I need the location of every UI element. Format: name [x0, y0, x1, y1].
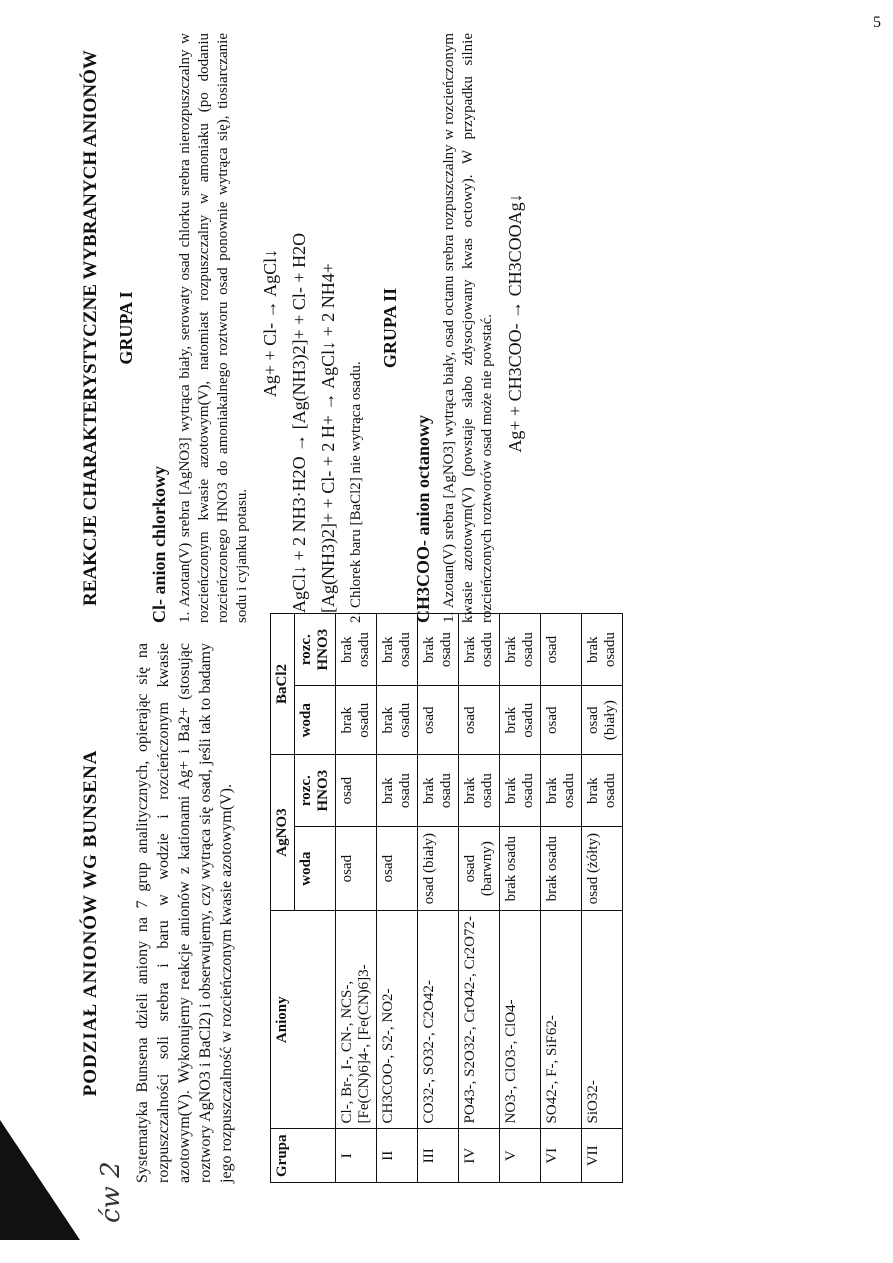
anion-cell: CO32-, SO32-, C2O42- [418, 911, 459, 1129]
col-grupa: Grupa [271, 1129, 336, 1183]
anion-cell: CH3COO-, S2-, NO2- [377, 911, 418, 1129]
equation-2: AgCl↓ + 2 NH3·H2O → [Ag(NH3)2]+ + Cl- + H2O [289, 232, 309, 613]
bacl2-acid-cell: brak osadu [459, 614, 500, 686]
agno3-acid-cell: brak osadu [582, 755, 623, 827]
bacl2-acid-cell: brak osadu [336, 614, 377, 686]
bacl2-water-cell: osad [459, 686, 500, 755]
table-row [541, 614, 582, 1183]
col-bacl2: BaCl2 [271, 614, 295, 755]
bacl2-acid-cell: osad [541, 614, 582, 686]
group-cell: V [500, 1129, 541, 1183]
page-number: 5 [873, 14, 881, 31]
bacl2-acid-cell: brak osadu [377, 614, 418, 686]
chloride-p1: 1. Azotan(V) srebra [AgNO3] wytrąca biały, serowaty osad chlorku srebra nierozpuszczalny w rozcieńczonym kwasie azotowym(V), natomiast rozpuszczalny w amoniaku (po dodaniu rozcieńczonego HNO3 do amoniakalnego roztworu osad ponownie wytrąca się), tiosiarczanie sodu i cyjanku potasu. [177, 33, 250, 623]
bacl2-water-cell: brak osadu [377, 686, 418, 755]
bunsen-table [270, 613, 623, 1183]
acetate-heading: CH3COO- anion octanowy [413, 414, 433, 623]
col-woda: woda [295, 827, 336, 911]
agno3-acid-cell: brak osadu [541, 755, 582, 827]
anion-cell: NO3-, ClO3-, ClO4- [500, 911, 541, 1129]
chloride-heading: Cl- anion chlorkowy [149, 465, 169, 623]
right-page [80, 33, 880, 623]
table-row [336, 614, 377, 1183]
table-row [459, 614, 500, 1183]
table-row [418, 614, 459, 1183]
left-title: PODZIAŁ ANIONÓW WG BUNSENA [80, 749, 101, 1097]
anion-cell: PO43-, S2O32-, CrO42-, Cr2O72- [459, 911, 500, 1129]
agno3-acid-cell: osad [336, 755, 377, 827]
group-1-heading: GRUPA I [116, 291, 136, 365]
agno3-water-cell: osad (biały) [418, 827, 459, 911]
anion-cell: SiO32- [582, 911, 623, 1129]
agno3-acid-cell: brak osadu [500, 755, 541, 827]
equation-4: Ag+ + CH3COO- → CH3COOAg↓ [505, 193, 525, 453]
group-cell: IV [459, 1129, 500, 1183]
group-cell: III [418, 1129, 459, 1183]
agno3-water-cell: osad (barwny) [459, 827, 500, 911]
table-row [582, 614, 623, 1183]
agno3-water-cell: brak osadu [541, 827, 582, 911]
group-cell: VI [541, 1129, 582, 1183]
col-aniony: Aniony [271, 911, 336, 1129]
chloride-p2: 2. Chlorek baru [BaCl2] nie wytrąca osadu. [348, 361, 364, 623]
equation-1: Ag+ + Cl- → AgCl↓ [260, 248, 280, 398]
agno3-water-cell: brak osadu [500, 827, 541, 911]
bacl2-water-cell: osad [541, 686, 582, 755]
equation-3: [Ag(NH3)2]+ + Cl- + 2 H+ → AgCl↓ + 2 NH4+ [318, 263, 338, 613]
bacl2-water-cell: osad [418, 686, 459, 755]
bacl2-acid-cell: brak osadu [582, 614, 623, 686]
agno3-acid-cell: brak osadu [418, 755, 459, 827]
agno3-water-cell: osad [377, 827, 418, 911]
col-rozc: rozc. HNO3 [295, 614, 336, 686]
bacl2-acid-cell: brak osadu [418, 614, 459, 686]
group-cell: II [377, 1129, 418, 1183]
group-2-heading: GRUPA II [380, 287, 400, 369]
table-row [377, 614, 418, 1183]
agno3-acid-cell: brak osadu [377, 755, 418, 827]
table-row [500, 614, 541, 1183]
group-cell: VII [582, 1129, 623, 1183]
bacl2-water-cell: osad (biały) [582, 686, 623, 755]
group-cell: I [336, 1129, 377, 1183]
bacl2-water-cell: brak osadu [500, 686, 541, 755]
intro-text: Systematyka Bunsena dzieli aniony na 7 grup analitycznych, opierając się na rozpuszczalności soli srebra i baru w wodzie i rozcieńczonym kwasie azotowym(V). Wykonujemy reakcje anionów z kationami Ag+ i Ba2+ (stosując roztwory AgNO3 i BaCl2) i obserwujemy, czy wytrąca się osad, jeśli tak to badamy jego rozpuszczalność w rozcieńczonym kwasie azotowym(V). [134, 643, 235, 1183]
handwritten-note: ćw 2 [96, 1161, 126, 1223]
agno3-water-cell: osad [336, 827, 377, 911]
bacl2-water-cell: brak osadu [336, 686, 377, 755]
right-title: REAKCJE CHARAKTERYSTYCZNE WYBRANYCH ANIONÓW [80, 50, 101, 606]
col-woda: woda [295, 686, 336, 755]
agno3-water-cell: osad (żółty) [582, 827, 623, 911]
agno3-acid-cell: brak osadu [459, 755, 500, 827]
acetate-p1: 1. Azotan(V) srebra [AgNO3] wytrąca biały, osad octanu srebra rozpuszczalny w rozcieńczonym kwasie azotowym(V) (powstaje słabo zdysocjowany kwas octowy). W przypadku silnie rozcieńczonych roztworów osad może nie powstać. [441, 33, 495, 623]
left-page [80, 628, 640, 1203]
anion-cell: SO42-, F-, SiF62- [541, 911, 582, 1129]
anion-cell: Cl-, Br-, I-, CN-, NCS-, [Fe(CN)6]4-, [Fe(CN)6]3- [336, 911, 377, 1129]
bacl2-acid-cell: brak osadu [500, 614, 541, 686]
col-agno3: AgNO3 [271, 755, 295, 911]
col-rozc: rozc. HNO3 [295, 755, 336, 827]
